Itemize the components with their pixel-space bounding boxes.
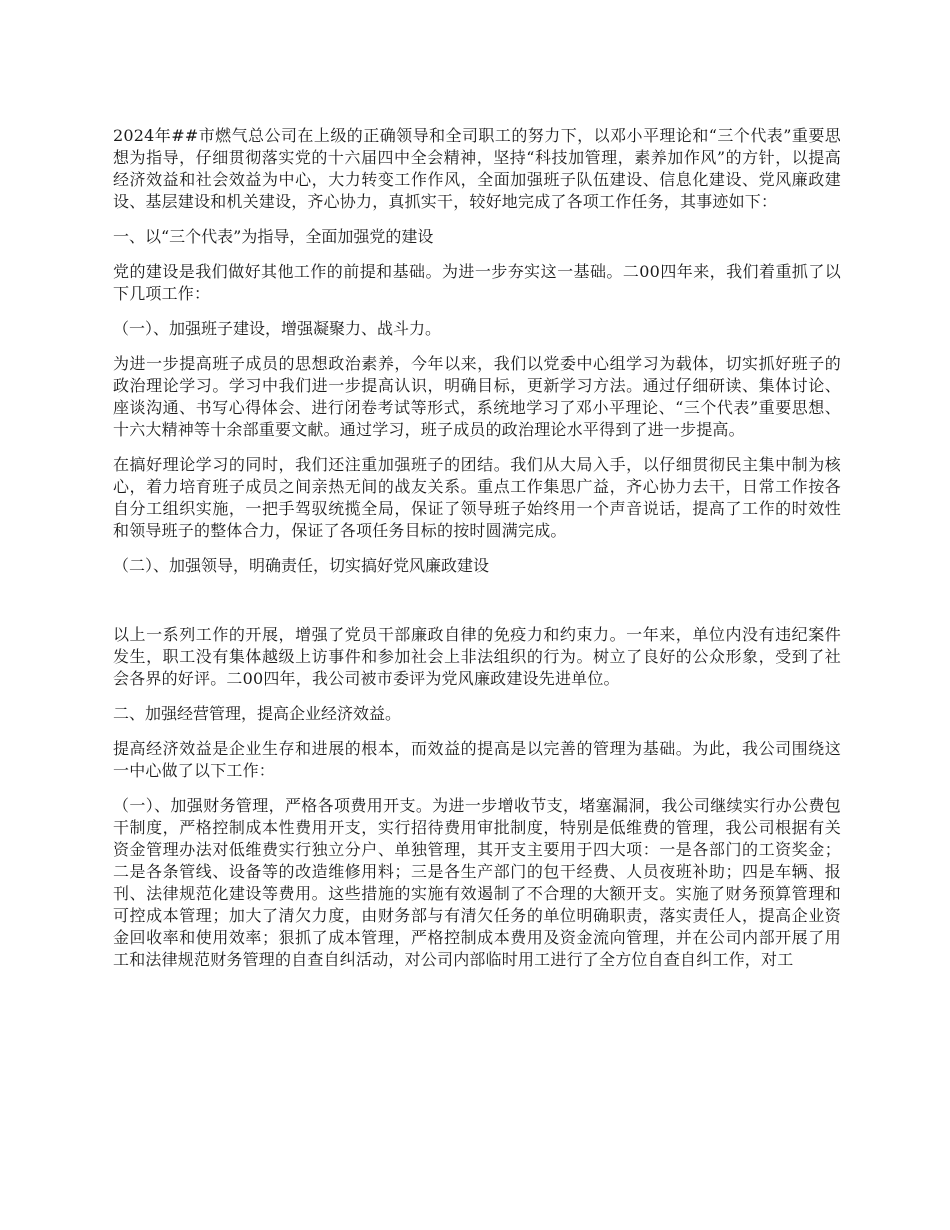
- subsection-3-paragraph-1: （一）、加强财务管理，严格各项费用开支。为进一步增收节支，堵塞漏洞，我公司继续实行办公费包干制度，严格控制成本性费用开支，实行招待费用审批制度，特别是低维费的管理，我公司根据有关资金管理办法对低维费实行独立分户、单独管理，其开支主要用于四大项：一是各部门的工资奖金；二是各条管线、设备等的改造维修用料；三是各生产部门的包干经费、人员夜班补助；四是车辆、报刊、法律规范化建设等费用。这些措施的实施有效遏制了不合理的大额开支。实施了财务预算管理和可控成本管理；加大了清欠力度，由财务部与有清欠任务的单位明确职责，落实责任人，提高企业资金回收率和使用效率；狠抓了成本管理，严格控制成本费用及资金流向管理，并在公司内部开展了用工和法律规范财务管理的自查自纠活动，对公司内部临时用工进行了全方位自查自纠工作，对工: [113, 796, 841, 969]
- section-2-intro: 提高经济效益是企业生存和进展的根本，而效益的提高是以完善的管理为基础。为此，我公司围绕这一中心做了以下工作：: [113, 739, 841, 780]
- document-page: [113, 125, 841, 984]
- section-1-intro: 党的建设是我们做好其他工作的前提和基础。为进一步夯实这一基础。二00四年来，我们着重抓了以下几项工作：: [113, 262, 841, 303]
- subsection-2-paragraph-1: 以上一系列工作的开展，增强了党员干部廉政自律的免疫力和约束力。一年来，单位内没有违纪案件发生，职工没有集体越级上访事件和参加社会上非法组织的行为。树立了良好的公众形象，受到了社会各界的好评。二00四年，我公司被市委评为党风廉政建设先进单位。: [113, 625, 841, 688]
- subsection-1-heading: （一）、加强班子建设，增强凝聚力、战斗力。: [113, 319, 442, 338]
- subsection-2-heading: （二）、加强领导，明确责任，切实搞好党风廉政建设: [113, 556, 490, 575]
- intro-paragraph: 2024年##市燃气总公司在上级的正确领导和全司职工的努力下，以邓小平理论和“三个代表”重要思想为指导，仔细贯彻落实党的十六届四中全会精神，坚持“科技加管理，素养加作风”的方针，以提高经济效益和社会效益为中心，大力转变工作作风，全面加强班子队伍建设、信息化建设、党风廉政建设、基层建设和机关建设，齐心协力，真抓实干，较好地完成了各项工作任务，其事迹如下：: [113, 126, 841, 211]
- blank-gap: [113, 590, 841, 624]
- subsection-1-paragraph-2: 在搞好理论学习的同时，我们还注重加强班子的团结。我们从大局入手，以仔细贯彻民主集中制为核心，着力培育班子成员之间亲热无间的战友关系。重点工作集思广益，齐心协力去干，日常工作按各自分工组织实施，一把手驾驭统揽全局，保证了领导班子始终用一个声音说话，提高了工作的时效性和领导班子的整体合力，保证了各项任务目标的按时圆满完成。: [113, 455, 841, 540]
- section-1-heading: 一、以“三个代表”为指导，全面加强党的建设: [113, 227, 434, 246]
- section-2-heading: 二、加强经营管理，提高企业经济效益。: [113, 704, 402, 723]
- subsection-1-paragraph-1: 为进一步提高班子成员的思想政治素养，今年以来，我们以党委中心组学习为载体，切实抓好班子的政治理论学习。学习中我们进一步提高认识，明确目标，更新学习方法。通过仔细研读、集体讨论、座谈沟通、书写心得体会、进行闭卷考试等形式，系统地学习了邓小平理论、“三个代表”重要思想、十六大精神等十余部重要文献。通过学习，班子成员的政治理论水平得到了进一步提高。: [113, 354, 841, 439]
